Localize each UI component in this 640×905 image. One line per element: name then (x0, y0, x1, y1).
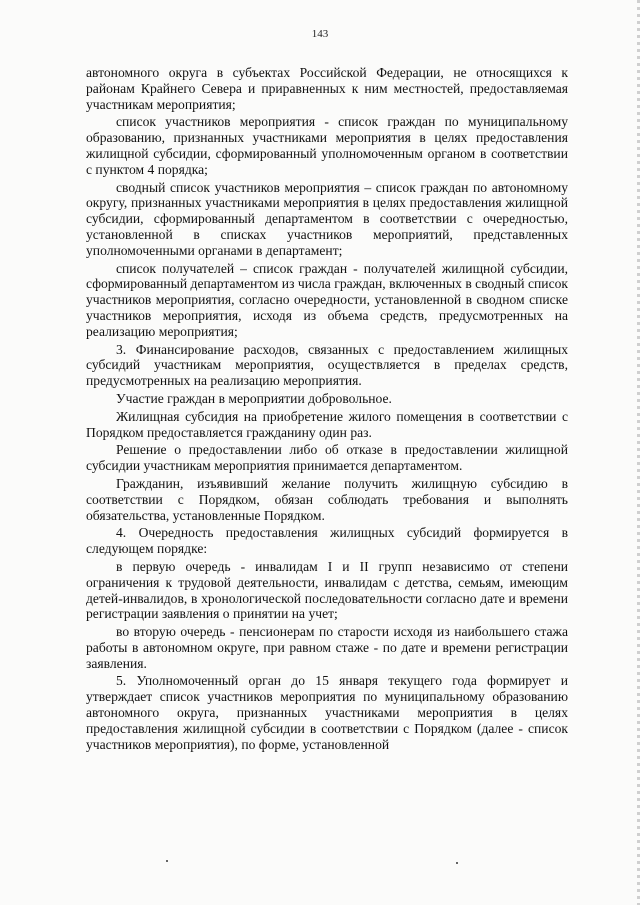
paragraph-one-time-subsidy: Жилищная субсидия на приобретение жилого помещения в соответствии с Порядком предоставляется гражданину один раз. (86, 408, 568, 440)
paragraph-second-priority: во вторую очередь - пенсионерам по старости исходя из наибольшего стажа работы в автономном округе, при равном стаже - по дате и времени регистрации заявления. (86, 624, 568, 671)
paragraph-clause-5: 5. Уполномоченный орган до 15 января текущего года формирует и утверждает список участников мероприятия по муниципальному образованию автономного округа, признанных участниками мероприятия в целях предоставления жилищной субсидии в соответствии с Порядком (далее - список участников мероприятия), по форме, установленной (86, 673, 568, 752)
paragraph-continuation: автономного округа в субъектах Российской Федерации, не относящихся к районам Крайнего Севера и приравненных к ним местностей, предоставляемая участникам мероприятия; (86, 65, 568, 112)
paragraph-obligations: Гражданин, изъявивший желание получить жилищную субсидию в соответствии с Порядком, обязан соблюдать требования и выполнять обязательства, установленные Порядком. (86, 475, 568, 523)
scan-speck (456, 862, 458, 864)
paragraph-clause-4: 4. Очередность предоставления жилищных субсидий формируется в следующем порядке: (86, 525, 568, 557)
paragraph-voluntary-participation: Участие граждан в мероприятии добровольное. (116, 390, 392, 406)
paragraph-definition-recipients-list: список получателей – список граждан - получателей жилищной субсидии, сформированный департаментом из числа граждан, включенных в сводный список участников мероприятия, согласно очередности, установленной в сводном списке участников мероприятия, исходя из объема средств, предусмотренных на реализацию мероприятия; (86, 260, 568, 339)
scan-speck (166, 860, 168, 862)
paragraph-definition-participants-list: список участников мероприятия - список граждан по муниципальному образованию, признанных участниками мероприятия в целях предоставления жилищной субсидии, сформированный уполномоченным органом в соответствии с пунктом 4 порядка; (86, 114, 568, 177)
body-text (86, 65, 568, 754)
page-number: 143 (311, 28, 329, 40)
paragraph-decision: Решение о предоставлении либо об отказе в предоставлении жилищной субсидии участникам мероприятия принимается департаментом. (86, 442, 568, 474)
paragraph-clause-3: 3. Финансирование расходов, связанных с предоставлением жилищных субсидий участникам мероприятия, осуществляется в пределах средств, предусмотренных на реализацию мероприятия. (86, 341, 568, 389)
paragraph-definition-consolidated-list: сводный список участников мероприятия – список граждан по автономному округу, признанных участниками мероприятия в целях предоставления жилищной субсидии, сформированный департаментом в соответствии с очередностью, установленной в списках участников мероприятий, представленных уполномоченными органами в департамент; (86, 179, 568, 258)
paragraph-first-priority: в первую очередь - инвалидам I и II групп независимо от степени ограничения к трудовой деятельности, инвалидам с детства, семьям, имеющим детей-инвалидов, в хронологической последовательности согласно дате и времени регистрации заявления о принятии на учет; (86, 558, 568, 622)
